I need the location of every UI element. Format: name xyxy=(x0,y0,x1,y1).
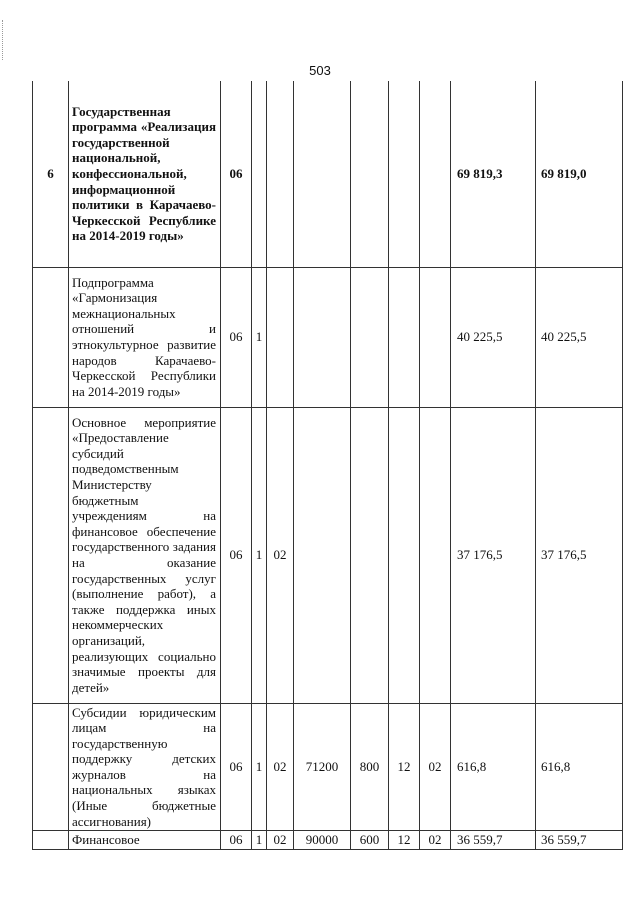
direction-code xyxy=(294,267,351,407)
main-activity-code: 02 xyxy=(267,831,294,850)
item-name: Основное мероприятие «Предоставление субсидий подведомственным Министерству бюджетным учреждениям на финансовое обеспечение государственного задания на оказание государственных услуг (выполнение работ), а также поддержка иных некоммерческих организаций, реализующих социально значимые проекты для детей» xyxy=(69,407,221,703)
sum-first: 40 225,5 xyxy=(451,267,536,407)
subsection-code xyxy=(420,81,451,267)
subprogram-code xyxy=(252,81,267,267)
sum-first: 37 176,5 xyxy=(451,407,536,703)
expense-type-code: 600 xyxy=(351,831,389,850)
program-code: 06 xyxy=(221,81,252,267)
sum-second: 69 819,0 xyxy=(536,81,623,267)
section-code xyxy=(389,267,420,407)
item-name: Государственная программа «Реализация государственной национальной, конфессиональной, информационной политики в Карачаево-Черкесской Республике на 2014-2019 годы» xyxy=(69,81,221,267)
expense-type-code xyxy=(351,407,389,703)
item-name: Финансовое xyxy=(69,831,221,850)
program-code: 06 xyxy=(221,407,252,703)
program-code: 06 xyxy=(221,703,252,831)
section-code: 12 xyxy=(389,703,420,831)
item-name: Субсидии юридическим лицам на государственную поддержку детских журналов на национальных языках (Иные бюджетные ассигнования) xyxy=(69,703,221,831)
row-number: 6 xyxy=(33,81,69,267)
table-row-subprogram xyxy=(33,267,623,407)
sum-second: 37 176,5 xyxy=(536,407,623,703)
budget-table xyxy=(32,81,623,850)
direction-code: 71200 xyxy=(294,703,351,831)
subsection-code xyxy=(420,407,451,703)
subsection-code xyxy=(420,267,451,407)
main-activity-code: 02 xyxy=(267,703,294,831)
row-number xyxy=(33,407,69,703)
item-name: Подпрограмма «Гармонизация межнациональных отношений и этнокультурное развитие народов Карачаево-Черкесской Республики на 2014-2019 годы» xyxy=(69,267,221,407)
sum-second: 40 225,5 xyxy=(536,267,623,407)
expense-type-code xyxy=(351,267,389,407)
sum-first: 69 819,3 xyxy=(451,81,536,267)
main-activity-code xyxy=(267,81,294,267)
row-number xyxy=(33,703,69,831)
sum-first: 36 559,7 xyxy=(451,831,536,850)
main-activity-code: 02 xyxy=(267,407,294,703)
expense-type-code: 800 xyxy=(351,703,389,831)
table-row-main-activity xyxy=(33,407,623,703)
section-code xyxy=(389,407,420,703)
direction-code xyxy=(294,407,351,703)
table-row-subsidy xyxy=(33,703,623,831)
section-code: 12 xyxy=(389,831,420,850)
sum-second: 616,8 xyxy=(536,703,623,831)
subsection-code: 02 xyxy=(420,703,451,831)
table-row-financing xyxy=(33,831,623,850)
subprogram-code: 1 xyxy=(252,267,267,407)
row-number xyxy=(33,267,69,407)
program-code: 06 xyxy=(221,831,252,850)
subprogram-code: 1 xyxy=(252,703,267,831)
subprogram-code: 1 xyxy=(252,831,267,850)
table-row-program xyxy=(33,81,623,267)
expense-type-code xyxy=(351,81,389,267)
direction-code xyxy=(294,81,351,267)
subprogram-code: 1 xyxy=(252,407,267,703)
subsection-code: 02 xyxy=(420,831,451,850)
page-number: 503 xyxy=(309,63,331,78)
program-code: 06 xyxy=(221,267,252,407)
sum-first: 616,8 xyxy=(451,703,536,831)
scan-edge-mark xyxy=(2,20,4,60)
direction-code: 90000 xyxy=(294,831,351,850)
section-code xyxy=(389,81,420,267)
row-number xyxy=(33,831,69,850)
main-activity-code xyxy=(267,267,294,407)
sum-second: 36 559,7 xyxy=(536,831,623,850)
